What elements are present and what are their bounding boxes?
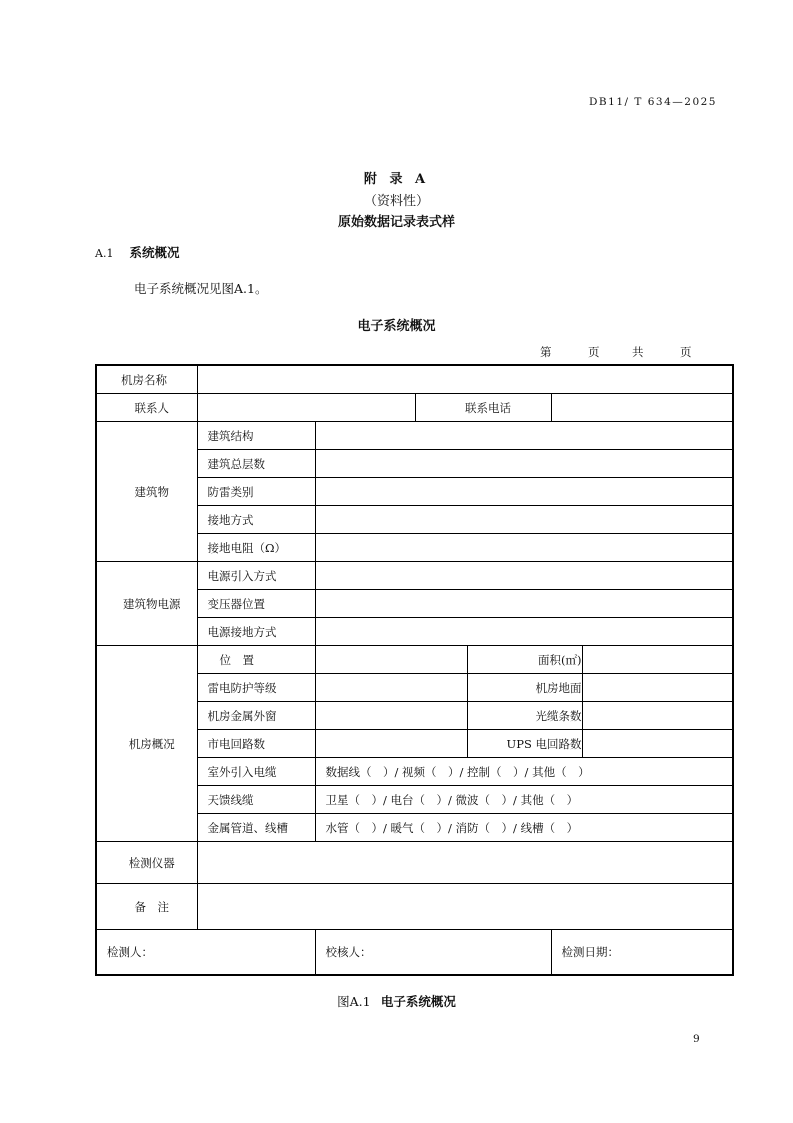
building-row-label: 接地电阻（Ω） (197, 534, 315, 562)
section-heading (95, 243, 179, 261)
cable-row-options[interactable]: 数据线（ ）/ 视频（ ）/ 控制（ ）/ 其他（ ） (315, 758, 733, 786)
contact-phone-field[interactable] (551, 394, 733, 422)
building-row-label: 接地方式 (197, 506, 315, 534)
section-title: 系统概况 (129, 245, 180, 260)
table-row (96, 365, 733, 394)
room-pair-right-label: UPS 电回路数 (467, 730, 582, 758)
appendix-type: （资料性） (363, 194, 429, 209)
power-row-label: 电源接地方式 (197, 618, 315, 646)
cable-row-label: 室外引入电缆 (197, 758, 315, 786)
power-row-field[interactable] (315, 590, 733, 618)
room-pair-left-label: 位 置 (197, 646, 315, 674)
form-title: 电子系统概况 (357, 319, 436, 334)
cable-row-options[interactable]: 水管（ ）/ 暖气（ ）/ 消防（ ）/ 线槽（ ） (315, 814, 733, 842)
instrument-field[interactable] (197, 842, 733, 884)
checker-signature[interactable]: 校核人： (315, 930, 551, 976)
building-row-field[interactable] (315, 422, 733, 450)
room-group-label: 机房概况 (96, 646, 197, 842)
building-row-field[interactable] (315, 478, 733, 506)
building-row-label: 建筑结构 (197, 422, 315, 450)
body-paragraph: 电子系统概况见图A.1。 (134, 281, 268, 296)
room-pair-left-label: 雷电防护等级 (197, 674, 315, 702)
room-pair-right-label: 光缆条数 (467, 702, 582, 730)
total-unit: 页 (680, 345, 692, 359)
room-pair-left-field[interactable] (315, 674, 467, 702)
room-pair-right-field[interactable] (582, 730, 733, 758)
table-row (96, 930, 733, 976)
record-form-table (95, 364, 734, 976)
section-number: A.1 (95, 247, 114, 260)
page-unit: 页 (588, 345, 600, 359)
appendix-subtitle: 原始数据记录表式样 (337, 215, 455, 230)
page-label: 第 (540, 345, 552, 359)
room-pair-left-label: 机房金属外窗 (197, 702, 315, 730)
inspection-date[interactable]: 检测日期： (551, 930, 733, 976)
power-row-label: 变压器位置 (197, 590, 315, 618)
building-row-label: 防雷类别 (197, 478, 315, 506)
figure-caption (0, 992, 793, 1010)
room-name-label: 机房名称 (96, 365, 197, 394)
room-pair-left-field[interactable] (315, 730, 467, 758)
page-counter (540, 344, 692, 360)
remarks-label: 备 注 (96, 884, 197, 930)
total-label: 共 (632, 345, 644, 359)
table-row (96, 842, 733, 884)
room-pair-left-field[interactable] (315, 702, 467, 730)
figure-number: 图A.1 (337, 994, 371, 1009)
contact-phone-label: 联系电话 (415, 394, 551, 422)
table-row (96, 422, 733, 450)
power-group-label: 建筑物电源 (96, 562, 197, 646)
contact-field[interactable] (197, 394, 415, 422)
table-row (96, 884, 733, 930)
remarks-field[interactable] (197, 884, 733, 930)
power-row-field[interactable] (315, 562, 733, 590)
page-number: 9 (693, 1033, 700, 1045)
room-name-field[interactable] (197, 365, 733, 394)
instrument-label: 检测仪器 (96, 842, 197, 884)
table-row (96, 394, 733, 422)
inspector-signature[interactable]: 检测人： (96, 930, 315, 976)
contact-label: 联系人 (96, 394, 197, 422)
room-pair-right-label: 机房地面 (467, 674, 582, 702)
table-row (96, 562, 733, 590)
building-row-label: 建筑总层数 (197, 450, 315, 478)
cable-row-options[interactable]: 卫星（ ）/ 电台（ ）/ 微波（ ）/ 其他（ ） (315, 786, 733, 814)
table-row (96, 646, 733, 674)
power-row-label: 电源引入方式 (197, 562, 315, 590)
building-row-field[interactable] (315, 534, 733, 562)
building-row-field[interactable] (315, 506, 733, 534)
room-pair-right-field[interactable] (582, 702, 733, 730)
appendix-title: 附 录 A (363, 172, 430, 187)
cable-row-label: 金属管道、线槽 (197, 814, 315, 842)
room-pair-left-label: 市电回路数 (197, 730, 315, 758)
building-row-field[interactable] (315, 450, 733, 478)
room-pair-left-field[interactable] (315, 646, 467, 674)
power-row-field[interactable] (315, 618, 733, 646)
building-group-label: 建筑物 (96, 422, 197, 562)
figure-title: 电子系统概况 (380, 994, 456, 1009)
room-pair-right-field[interactable] (582, 674, 733, 702)
room-pair-right-field[interactable] (582, 646, 733, 674)
cable-row-label: 天馈线缆 (197, 786, 315, 814)
document-id: DB11/ T 634—2025 (589, 96, 717, 108)
room-pair-right-label: 面积(㎡) (467, 646, 582, 674)
